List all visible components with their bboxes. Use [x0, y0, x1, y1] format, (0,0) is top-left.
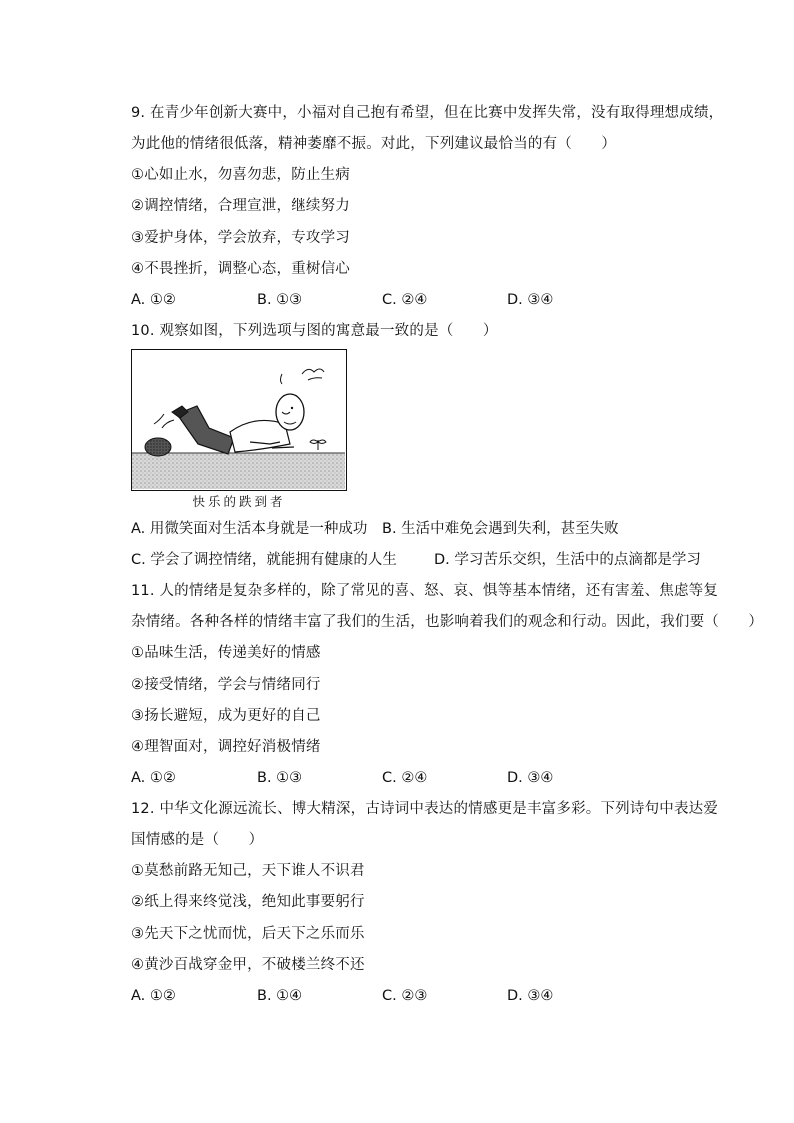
- q11-stem-line1: 11. 人的情绪是复杂多样的，除了常见的喜、怒、哀、惧等基本情绪，还有害羞、焦虑等复: [131, 583, 719, 599]
- q12-item-2: ②纸上得来终觉浅，绝知此事要躬行: [131, 894, 365, 910]
- q11-option-c: C. ②④: [382, 770, 428, 786]
- q9-option-d: D. ③④: [507, 292, 554, 308]
- q12-option-d: D. ③④: [507, 988, 554, 1004]
- q9-option-b: B. ①③: [257, 292, 303, 308]
- figure-caption: 快乐的跌到者: [192, 494, 286, 509]
- q11-option-b: B. ①③: [257, 770, 303, 786]
- fallen-man-illustration: [132, 350, 345, 489]
- q9-item-4: ④不畏挫折，调整心态，重树信心: [131, 261, 350, 277]
- q10-option-d: D. 学习苦乐交织，生活中的点滴都是学习: [434, 552, 701, 568]
- q11-option-d: D. ③④: [507, 770, 554, 786]
- q12-stem-line1: 12. 中华文化源远流长、博大精深，古诗词中表达的情感更是丰富多彩。下列诗句中表达爱: [131, 801, 719, 817]
- q12-option-b: B. ①④: [257, 988, 303, 1004]
- q11-item-2: ②接受情绪，学会与情绪同行: [131, 677, 321, 693]
- q9-item-3: ③爱护身体，学会放弃，专攻学习: [131, 230, 350, 246]
- q12-stem-line2: 国情感的是（ ）: [131, 832, 264, 848]
- q9-stem-line2: 为此他的情绪很低落，精神萎靡不振。对此，下列建议最恰当的有（ ）: [131, 136, 617, 152]
- q9-stem-line1: 9. 在青少年创新大赛中，小福对自己抱有希望，但在比赛中发挥失常，没有取得理想成绩，: [131, 105, 724, 121]
- q11-item-4: ④理智面对，调控好消极情绪: [131, 739, 321, 755]
- q9-item-1: ①心如止水，勿喜勿悲，防止生病: [131, 167, 350, 183]
- q9-option-c: C. ②④: [382, 292, 428, 308]
- q11-item-1: ①品味生活，传递美好的情感: [131, 645, 321, 661]
- q12-option-c: C. ②③: [382, 988, 428, 1004]
- q12-item-1: ①莫愁前路无知己，天下谁人不识君: [131, 863, 365, 879]
- q11-item-3: ③扬长避短，成为更好的自己: [131, 708, 321, 724]
- q10-option-a: A. 用微笑面对生活本身就是一种成功: [131, 521, 368, 537]
- q12-item-4: ④黄沙百战穿金甲，不破楼兰终不还: [131, 957, 365, 973]
- q9-item-2: ②调控情绪，合理宣泄，继续努力: [131, 198, 350, 214]
- q10-stem: 10. 观察如图，下列选项与图的寓意最一致的是（ ）: [131, 323, 498, 339]
- q11-stem-line2: 杂情绪。各种各样的情绪丰富了我们的生活，也影响着我们的观念和行动。因此，我们要（ ）: [131, 614, 764, 630]
- cartoon-figure: [131, 349, 347, 491]
- q10-option-b: B. 生活中难免会遇到失利，甚至失败: [382, 521, 619, 537]
- q11-option-a: A. ①②: [131, 770, 176, 786]
- q12-option-a: A. ①②: [131, 988, 176, 1004]
- q9-option-a: A. ①②: [131, 292, 176, 308]
- q10-option-c: C. 学会了调控情绪，就能拥有健康的人生: [131, 552, 397, 568]
- q12-item-3: ③先天下之忧而忧，后天下之乐而乐: [131, 926, 365, 942]
